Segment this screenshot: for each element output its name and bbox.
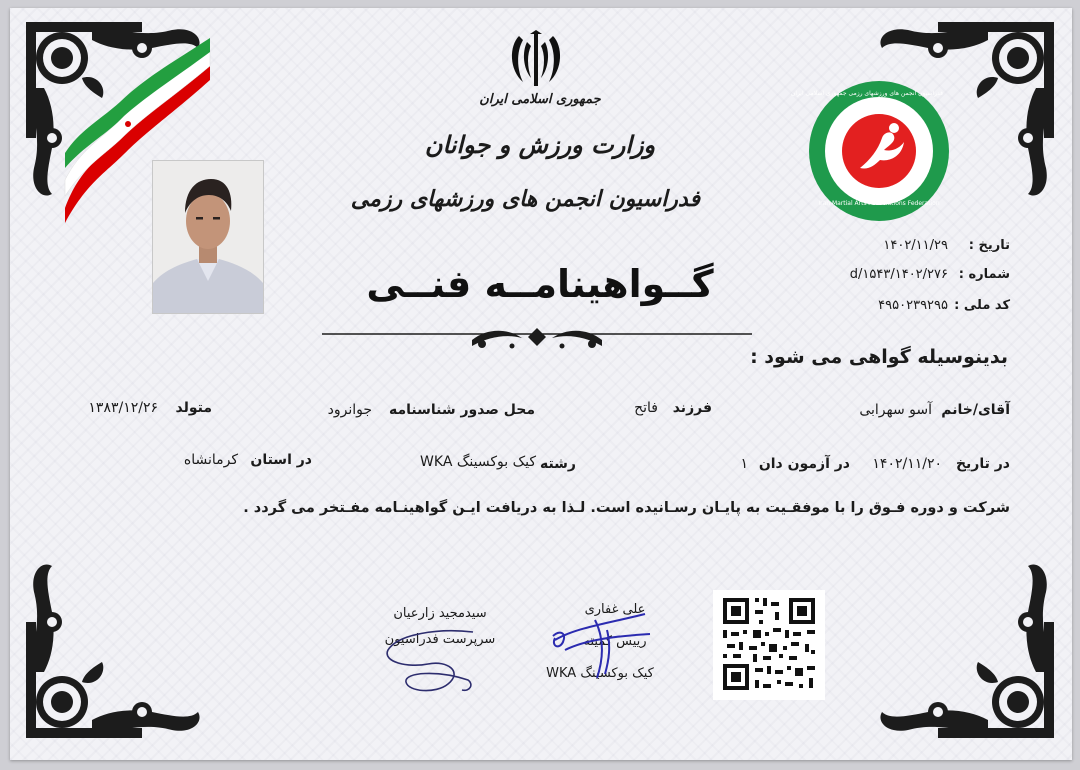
date-value: ۱۴۰۲/۱۱/۲۹: [883, 238, 948, 253]
divider-ornament-icon: [322, 320, 752, 354]
father-label: فرزند: [672, 400, 712, 416]
birth-label: متولد: [175, 400, 212, 416]
issue-place-label: محل صدور شناسنامه: [388, 402, 535, 418]
logo-ring-text-bottom: Iran Martial Arts Associations Federation: [818, 200, 940, 207]
signer-left-name: سیدمجید زارعیان: [393, 606, 487, 621]
number-value: ۱۴۰۲/۲۷۶/d/۱۵۴۳: [849, 267, 948, 282]
name-value: آسو سهرابی: [859, 402, 932, 418]
date-label: تاریخ :: [968, 238, 1010, 253]
header-federation: فدراسیون انجمن های ورزشهای رزمی: [350, 186, 700, 212]
ornament-bottom-left-icon: [22, 552, 212, 742]
exam-label: در آزمون دان: [758, 456, 850, 472]
signature-left-icon: [378, 620, 488, 700]
number-label: شماره :: [958, 267, 1010, 282]
certificate-title: گــواهینامــه فنــی: [366, 262, 714, 306]
signer-right-org: کیک بوکسینگ WKA: [546, 666, 654, 681]
exam-value: ۱: [740, 456, 748, 472]
field-label: رشته: [539, 456, 576, 472]
signer-left-title: سرپرست فدراسیون: [384, 632, 496, 647]
completion-text: شرکت و دوره فـوق را با موفقـیت به پایـان رسـانیده است. لـذا به دریافت ایـن گواهینـامه مفـتخر می گردد .: [243, 500, 1010, 516]
exam-date-value: ۱۴۰۲/۱۱/۲۰: [872, 456, 942, 472]
iran-emblem-icon: [507, 30, 565, 90]
logo-ring-text-top: فدراسیون انجمن های ورزشهای رزمی جمهوری اسلامی ایران: [790, 90, 943, 97]
national-id-label: کد ملی :: [954, 298, 1010, 313]
name-label: آقای/خانم: [941, 402, 1010, 418]
national-id-value: ۴۹۵۰۲۳۹۲۹۵: [878, 298, 948, 313]
holder-photo: [152, 160, 264, 314]
intro-text: بدینوسیله گواهی می شود :: [750, 346, 1008, 368]
issue-place-value: جوانرود: [327, 402, 372, 418]
father-value: فاتح: [634, 400, 658, 416]
header-ministry: وزارت ورزش و جوانان: [424, 130, 656, 159]
ornament-bottom-right-icon: [868, 552, 1058, 742]
field-value: کیک بوکسینگ WKA: [420, 454, 536, 470]
birth-value: ۱۳۸۳/۱۲/۲۶: [88, 400, 158, 416]
qr-code[interactable]: [713, 590, 825, 700]
exam-date-prefix: در تاریخ: [955, 456, 1010, 472]
header-republic: جمهوری اسلامی ایران: [479, 92, 601, 107]
province-value: کرمانشاه: [183, 452, 238, 468]
signer-right-name: علی غفاری: [584, 602, 646, 617]
signer-right-title: رییس کمیته: [583, 634, 647, 649]
signature-right-icon: [545, 600, 665, 680]
province-label: در استان: [250, 452, 312, 468]
